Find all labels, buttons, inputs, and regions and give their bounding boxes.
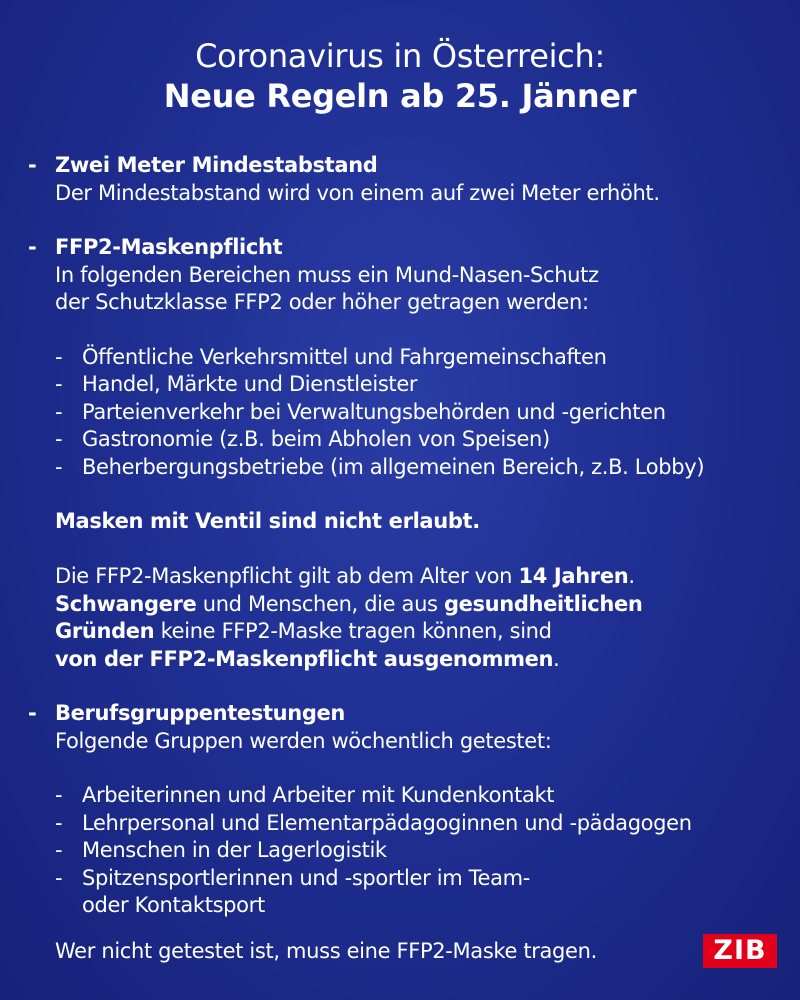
list-item-text: Öffentliche Verkehrsmittel und Fahrgemeinschaften bbox=[82, 344, 607, 369]
list-item bbox=[55, 426, 788, 454]
exemption-line-3 bbox=[55, 646, 788, 674]
list-item-text: Menschen in der Lagerlogistik bbox=[82, 838, 387, 862]
list-bullet: - bbox=[55, 399, 63, 424]
section-distance bbox=[28, 152, 788, 207]
list-bullet: - bbox=[55, 810, 63, 835]
exempt-health: gesundheitlichen bbox=[443, 591, 643, 616]
list-item bbox=[55, 344, 788, 372]
exempt-pregnant: Schwangere bbox=[55, 591, 197, 616]
list-item-text: Arbeiterinnen und Arbeiter mit Kundenkontakt bbox=[82, 783, 555, 807]
list-bullet: - bbox=[55, 865, 63, 890]
list-item bbox=[55, 782, 788, 810]
list-item bbox=[55, 810, 788, 838]
exemption-line-2 bbox=[55, 618, 788, 646]
section-bullet: - bbox=[28, 153, 37, 177]
list-item-text: Handel, Märkte und Dienstleister bbox=[82, 372, 418, 396]
zib-logo: ZIB bbox=[703, 934, 777, 968]
footer-note: Wer nicht getestet ist, muss eine FFP2-Maske tragen. bbox=[55, 938, 597, 963]
age-rule-text: Die FFP2-Maskenpflicht gilt ab dem Alter von bbox=[55, 564, 519, 588]
list-bullet: - bbox=[55, 783, 63, 807]
section-heading: Berufsgruppentestungen bbox=[55, 701, 346, 725]
title-block bbox=[0, 36, 800, 116]
section-bullet: - bbox=[28, 701, 37, 725]
age-rule bbox=[55, 563, 788, 591]
exempt-end: . bbox=[553, 646, 560, 671]
age-value: 14 Jahren bbox=[518, 564, 629, 588]
list-bullet: - bbox=[55, 838, 63, 862]
list-bullet: - bbox=[55, 344, 63, 369]
section-text: Folgende Gruppen werden wöchentlich getestet: bbox=[55, 728, 552, 753]
list-bullet: - bbox=[55, 372, 63, 396]
ffp2-area-list bbox=[55, 344, 788, 482]
exempt-text: und Menschen, die aus bbox=[196, 591, 444, 616]
list-item-continuation: oder Kontaktsport bbox=[82, 893, 265, 917]
list-item bbox=[55, 865, 788, 920]
section-testing bbox=[28, 700, 788, 965]
exempt-text: keine FFP2-Maske tragen können, sind bbox=[154, 619, 552, 643]
section-heading: FFP2-Maskenpflicht bbox=[55, 235, 283, 259]
section-bullet: - bbox=[28, 235, 37, 259]
rules-content bbox=[28, 152, 788, 992]
list-item bbox=[55, 371, 788, 399]
list-item-text: Spitzensportlerinnen und -sportler im Team- bbox=[82, 865, 530, 890]
age-rule-end: . bbox=[628, 564, 635, 588]
list-item bbox=[55, 399, 788, 427]
list-item bbox=[55, 454, 788, 482]
list-item-text: Beherbergungsbetriebe (im allgemeinen Bereich, z.B. Lobby) bbox=[82, 454, 705, 479]
section-ffp2 bbox=[28, 234, 788, 673]
list-item-text: Parteienverkehr bei Verwaltungsbehörden und -gerichten bbox=[82, 399, 666, 424]
list-bullet: - bbox=[55, 427, 63, 451]
exempt-reasons: Gründen bbox=[55, 619, 155, 643]
title-line-2: Neue Regeln ab 25. Jänner bbox=[163, 77, 637, 115]
section-text: Der Mindestabstand wird von einem auf zwei Meter erhöht. bbox=[55, 180, 660, 205]
section-text-line: der Schutzklasse FFP2 oder höher getragen werden: bbox=[55, 290, 589, 314]
list-bullet: - bbox=[55, 454, 63, 479]
valve-note: Masken mit Ventil sind nicht erlaubt. bbox=[55, 509, 480, 533]
list-item bbox=[55, 837, 788, 865]
title-line-1: Coronavirus in Österreich: bbox=[195, 37, 605, 75]
section-heading: Zwei Meter Mindestabstand bbox=[55, 153, 378, 177]
exemption-line-1 bbox=[55, 591, 788, 619]
list-item-text: Lehrpersonal und Elementarpädagoginnen und -pädagogen bbox=[82, 810, 692, 835]
testing-group-list bbox=[55, 782, 788, 920]
section-text-line: In folgenden Bereichen muss ein Mund-Nasen-Schutz bbox=[55, 262, 599, 287]
exempt-statement: von der FFP2-Maskenpflicht ausgenommen bbox=[55, 646, 554, 671]
list-item-text: Gastronomie (z.B. beim Abholen von Speisen) bbox=[82, 427, 550, 451]
